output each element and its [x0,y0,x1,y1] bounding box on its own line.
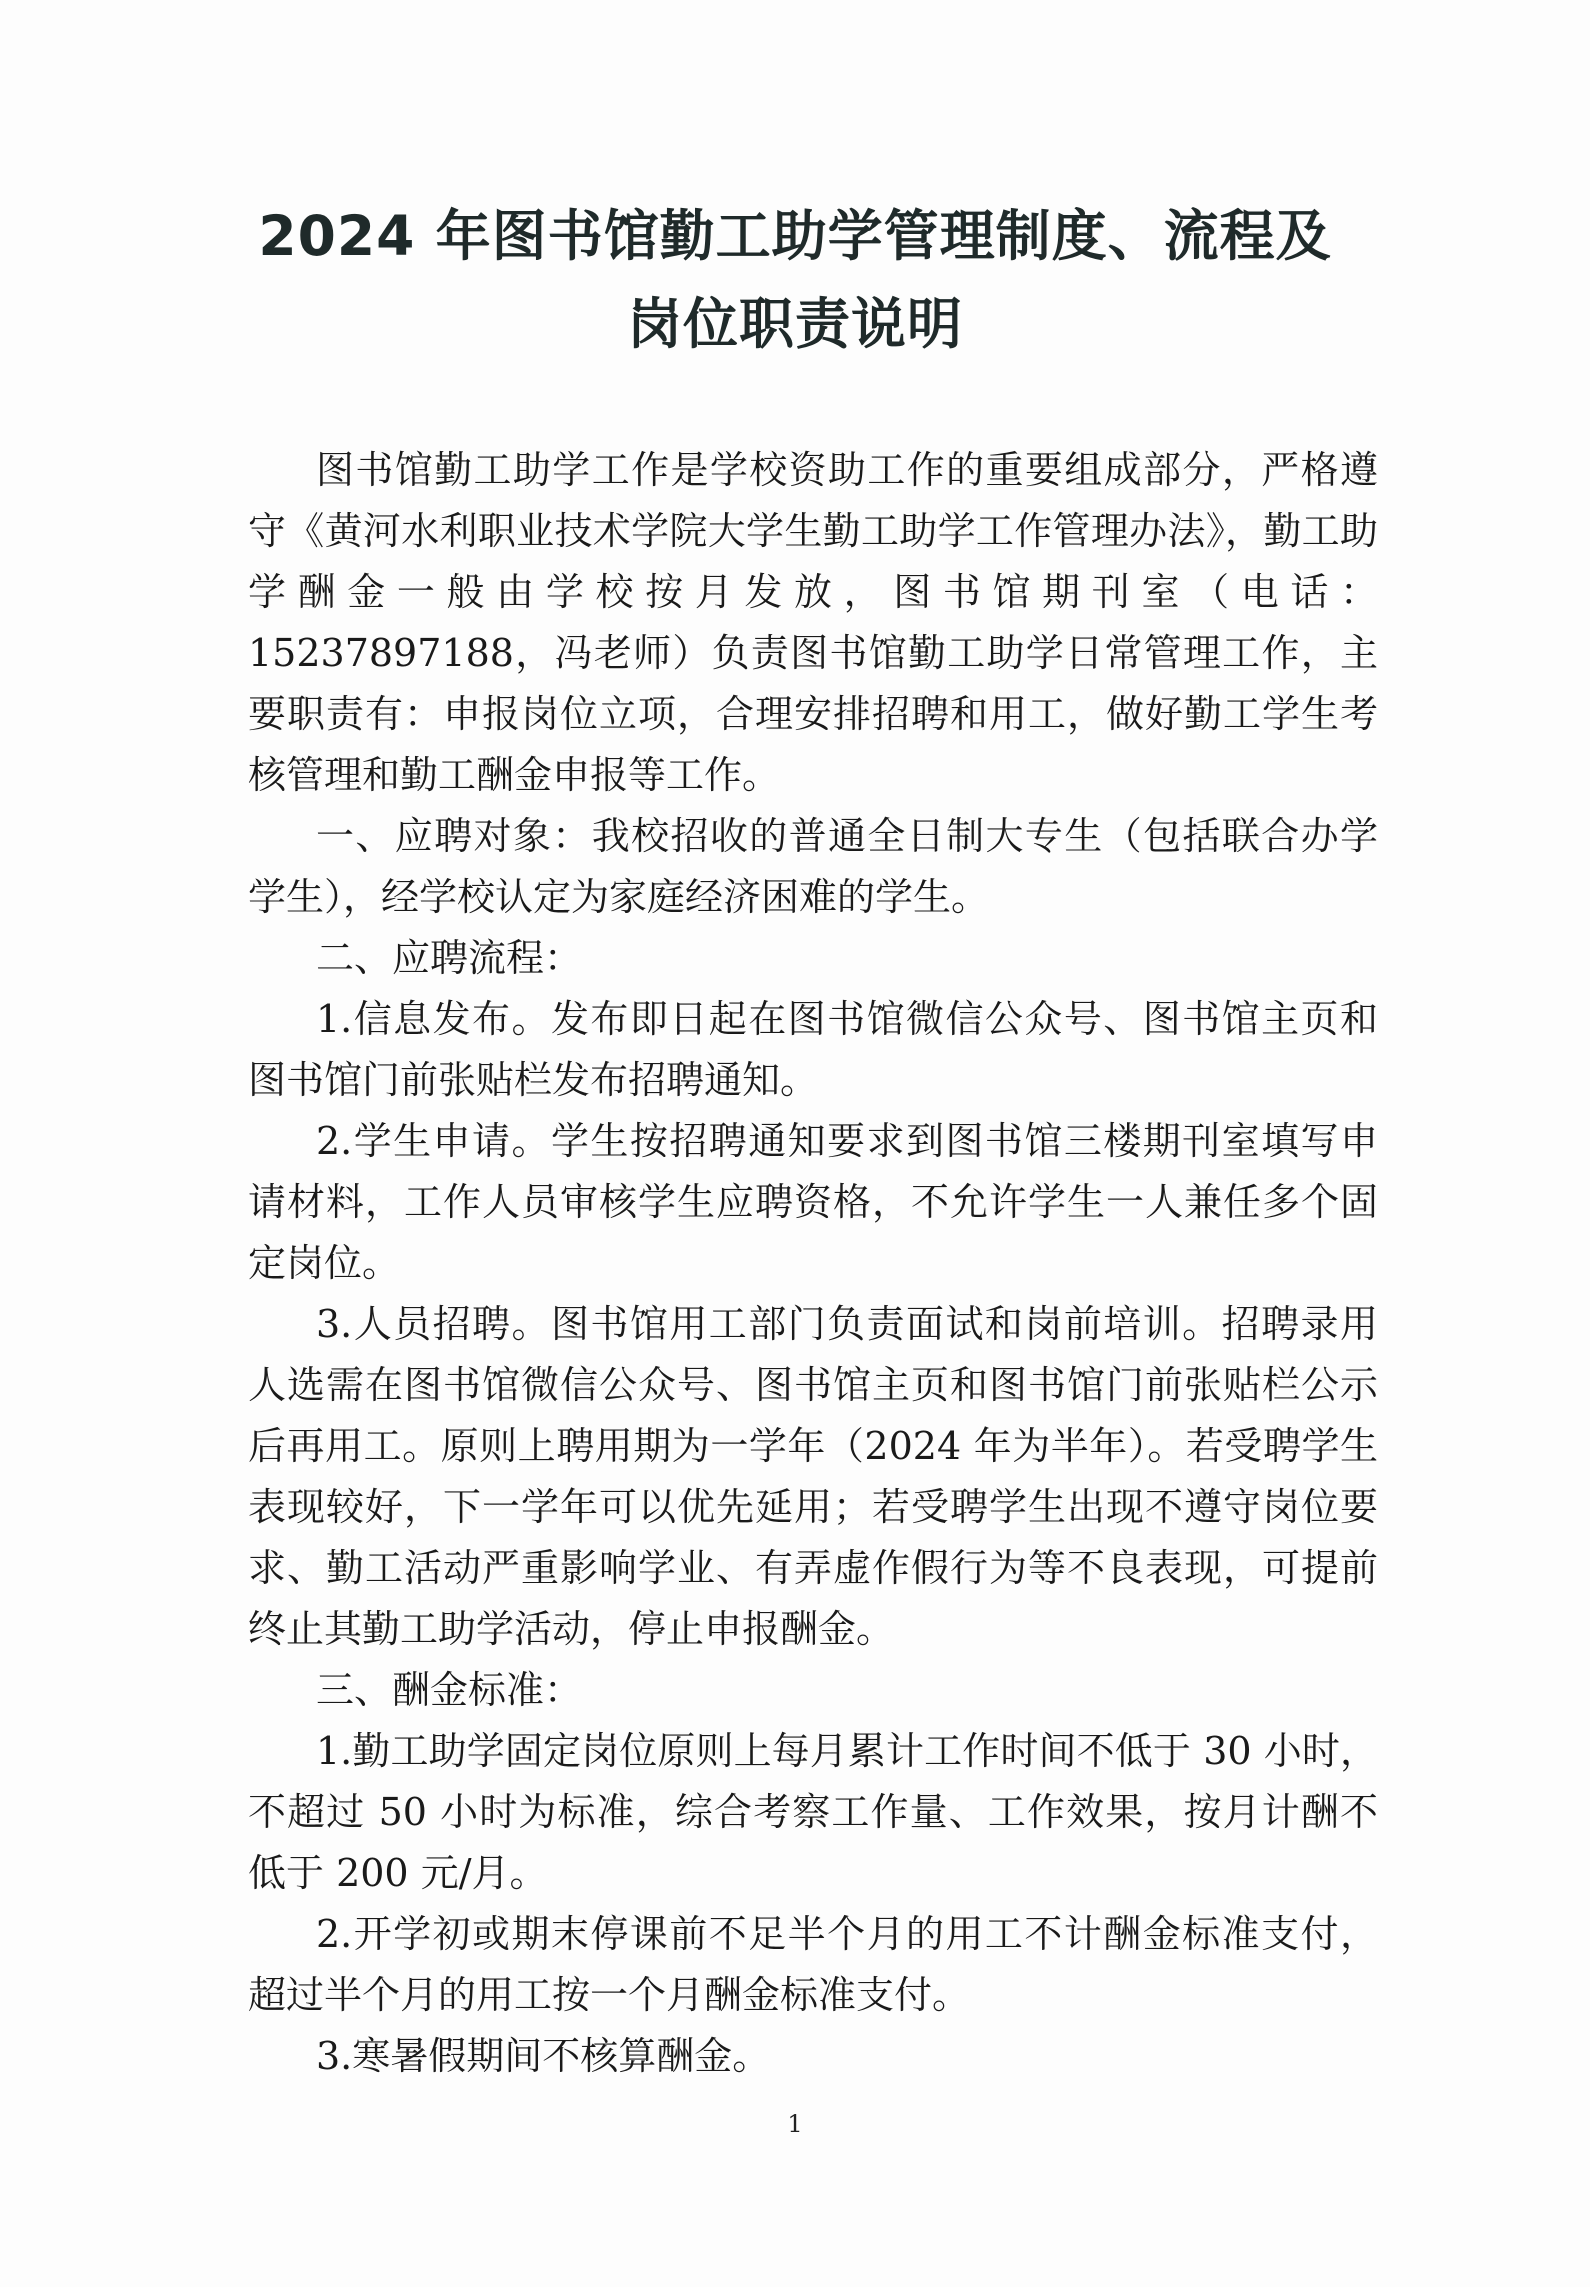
section-3-item-1: 1.勤工助学固定岗位原则上每月累计工作时间不低于 30 小时，不超过 50 小时为标准，综合考察工作量、工作效果，按月计酬不低于 200 元/月。 [248,1729,1378,1895]
intro-paragraph: 图书馆勤工助学工作是学校资助工作的重要组成部分，严格遵守《黄河水利职业技术学院大学生勤工助学工作管理办法》，勤工助学酬金一般由学校按月发放，图书馆期刊室（电话：15237897188，冯老师）负责图书馆勤工助学日常管理工作，主要职责有：申报岗位立项，合理安排招聘和用工，做好勤工学生考核管理和勤工酬金申报等工作。 [248,448,1378,797]
section-2-item-3: 3.人员招聘。图书馆用工部门负责面试和岗前培训。招聘录用人选需在图书馆微信公众号、图书馆主页和图书馆门前张贴栏公示后再用工。原则上聘用期为一学年（2024 年为半年）。若受聘学生表现较好，下一学年可以优先延用；若受聘学生出现不遵守岗位要求、勤工活动严重影响学业、有弄虚作假行为等不良表现，可提前终止其勤工助学活动，停止申报酬金。 [248,1302,1378,1651]
section-3-heading: 三、酬金标准： [316,1668,583,1712]
section-1-applicants: 一、应聘对象：我校招收的普通全日制大专生（包括联合办学学生），经学校认定为家庭经济困难的学生。 [248,814,1378,919]
section-3-item-3: 3.寒暑假期间不核算酬金。 [316,2034,771,2078]
section-2-item-1: 1.信息发布。发布即日起在图书馆微信公众号、图书馆主页和图书馆门前张贴栏发布招聘通知。 [248,997,1378,1102]
title-line-1: 2024 年图书馆勤工助学管理制度、流程及 [258,204,1332,268]
section-2-heading: 二、应聘流程： [316,936,583,980]
title-line-2: 岗位职责说明 [626,292,963,356]
section-3-item-2: 2.开学初或期末停课前不足半个月的用工不计酬金标准支付，超过半个月的用工按一个月酬金标准支付。 [248,1912,1378,2017]
document-title [0,192,1590,368]
section-2-item-2: 2.学生申请。学生按招聘通知要求到图书馆三楼期刊室填写申请材料，工作人员审核学生应聘资格，不允许学生一人兼任多个固定岗位。 [248,1119,1378,1285]
page-number: 1 [787,2110,803,2138]
document-body [248,440,1378,2087]
